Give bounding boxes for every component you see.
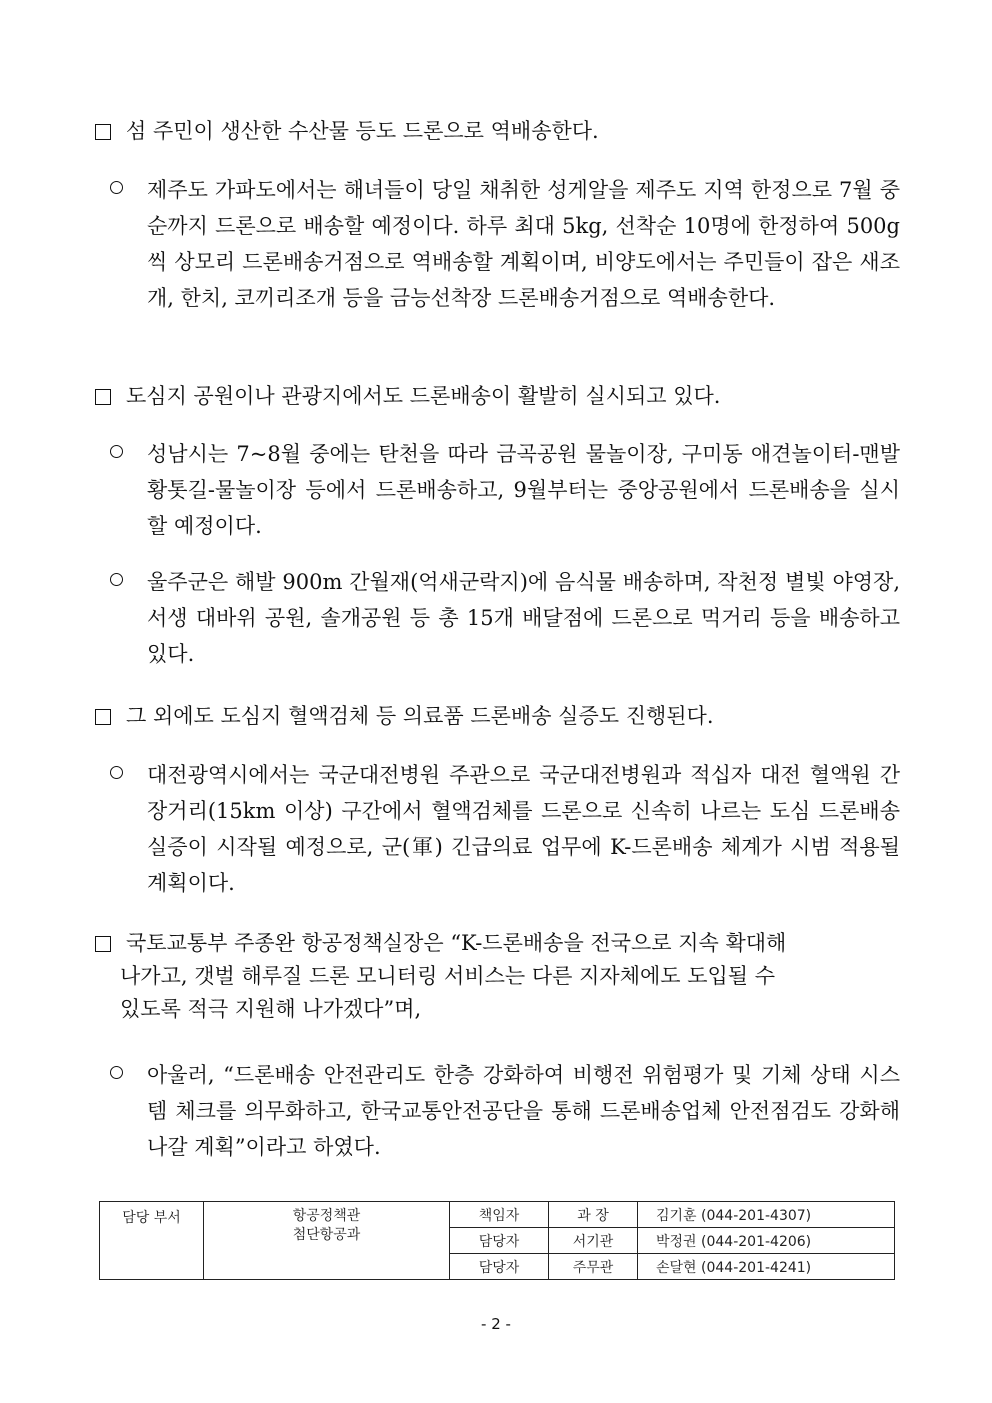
section-heading	[95, 700, 910, 733]
dept-name-line: 첨단항공과	[292, 1227, 361, 1243]
bullet-text: 성남시는 7~8월 중에는 탄천을 따라 금곡공원 물놀이장, 구미동 애견놀이터-맨발황톳길-물놀이장 등에서 드론배송하고, 9월부터는 중앙공원에서 드론배송을 실시할 예정이다.	[147, 442, 900, 538]
section-heading-line: 나가고, 갯벌 해루질 드론 모니터링 서비스는 다른 지자체에도 도입될 수	[120, 964, 776, 988]
role-cell: 책임자	[450, 1202, 549, 1228]
square-bullet-icon	[95, 709, 111, 725]
section-heading	[95, 115, 910, 148]
section-heading-text: 섬 주민이 생산한 수산물 등도 드론으로 역배송한다.	[126, 119, 599, 143]
name-phone-cell: 박정권 (044-201-4206)	[638, 1228, 895, 1254]
contact-table	[99, 1201, 895, 1280]
circle-bullet-icon	[110, 445, 123, 458]
circle-bullet-icon	[110, 573, 123, 586]
rank-cell: 과 장	[549, 1202, 638, 1228]
dept-cell	[204, 1202, 450, 1280]
bullet-paragraph	[110, 1057, 900, 1165]
table-row	[100, 1202, 895, 1228]
circle-bullet-icon	[110, 1066, 123, 1079]
section-heading-text: 도심지 공원이나 관광지에서도 드론배송이 활발히 실시되고 있다.	[126, 384, 721, 408]
page-number: - 2 -	[481, 1315, 511, 1333]
bullet-paragraph	[110, 436, 900, 544]
bullet-paragraph	[110, 757, 900, 901]
circle-bullet-icon	[110, 766, 123, 779]
bullet-text: 아울러, “드론배송 안전관리도 한층 강화하여 비행전 위험평가 및 기체 상태 시스템 체크를 의무화하고, 한국교통안전공단을 통해 드론배송업체 안전점검도 강화해 나갈 계획”이라고 하였다.	[147, 1063, 900, 1159]
section-heading	[95, 927, 910, 1026]
section-heading-line: 국토교통부 주종완 항공정책실장은 “K-드론배송을 전국으로 지속 확대해	[126, 931, 787, 955]
role-cell: 담당자	[450, 1254, 549, 1280]
role-cell: 담당자	[450, 1228, 549, 1254]
rank-cell: 주무관	[549, 1254, 638, 1280]
bullet-text: 제주도 가파도에서는 해녀들이 당일 채취한 성게알을 제주도 지역 한정으로 7월 중순까지 드론으로 배송할 예정이다. 하루 최대 5kg, 선착순 10명에 한정하여 500g씩 상모리 드론배송거점으로 역배송할 계획이며, 비양도에서는 주민들이 잡은 새조개, 한치, 코끼리조개 등을 금능선착장 드론배송거점으로 역배송한다.	[147, 178, 900, 310]
name-phone-cell: 김기훈 (044-201-4307)	[638, 1202, 895, 1228]
section-heading-text: 그 외에도 도심지 혈액검체 등 의료품 드론배송 실증도 진행된다.	[126, 704, 714, 728]
square-bullet-icon	[95, 936, 111, 952]
bullet-text: 대전광역시에서는 국군대전병원 주관으로 국군대전병원과 적십자 대전 혈액원 간 장거리(15km 이상) 구간에서 혈액검체를 드론으로 신속히 나르는 도심 드론배송 실증이 시작될 예정으로, 군(軍) 긴급의료 업무에 K-드론배송 체계가 시범 적용될 계획이다.	[147, 763, 900, 895]
bullet-paragraph	[110, 172, 900, 316]
section-heading-line: 있도록 적극 지원해 나가겠다”며,	[120, 997, 422, 1021]
dept-name-line: 항공정책관	[292, 1208, 361, 1224]
bullet-paragraph	[110, 564, 900, 672]
rank-cell: 서기관	[549, 1228, 638, 1254]
name-phone-cell: 손달현 (044-201-4241)	[638, 1254, 895, 1280]
square-bullet-icon	[95, 389, 111, 405]
circle-bullet-icon	[110, 181, 123, 194]
bullet-text: 울주군은 해발 900m 간월재(억새군락지)에 음식물 배송하며, 작천정 별빛 야영장, 서생 대바위 공원, 솔개공원 등 총 15개 배달점에 드론으로 먹거리 등을 배송하고 있다.	[147, 570, 900, 666]
square-bullet-icon	[95, 124, 111, 140]
section-heading	[95, 380, 910, 413]
dept-label-cell: 담당 부서	[100, 1202, 204, 1280]
